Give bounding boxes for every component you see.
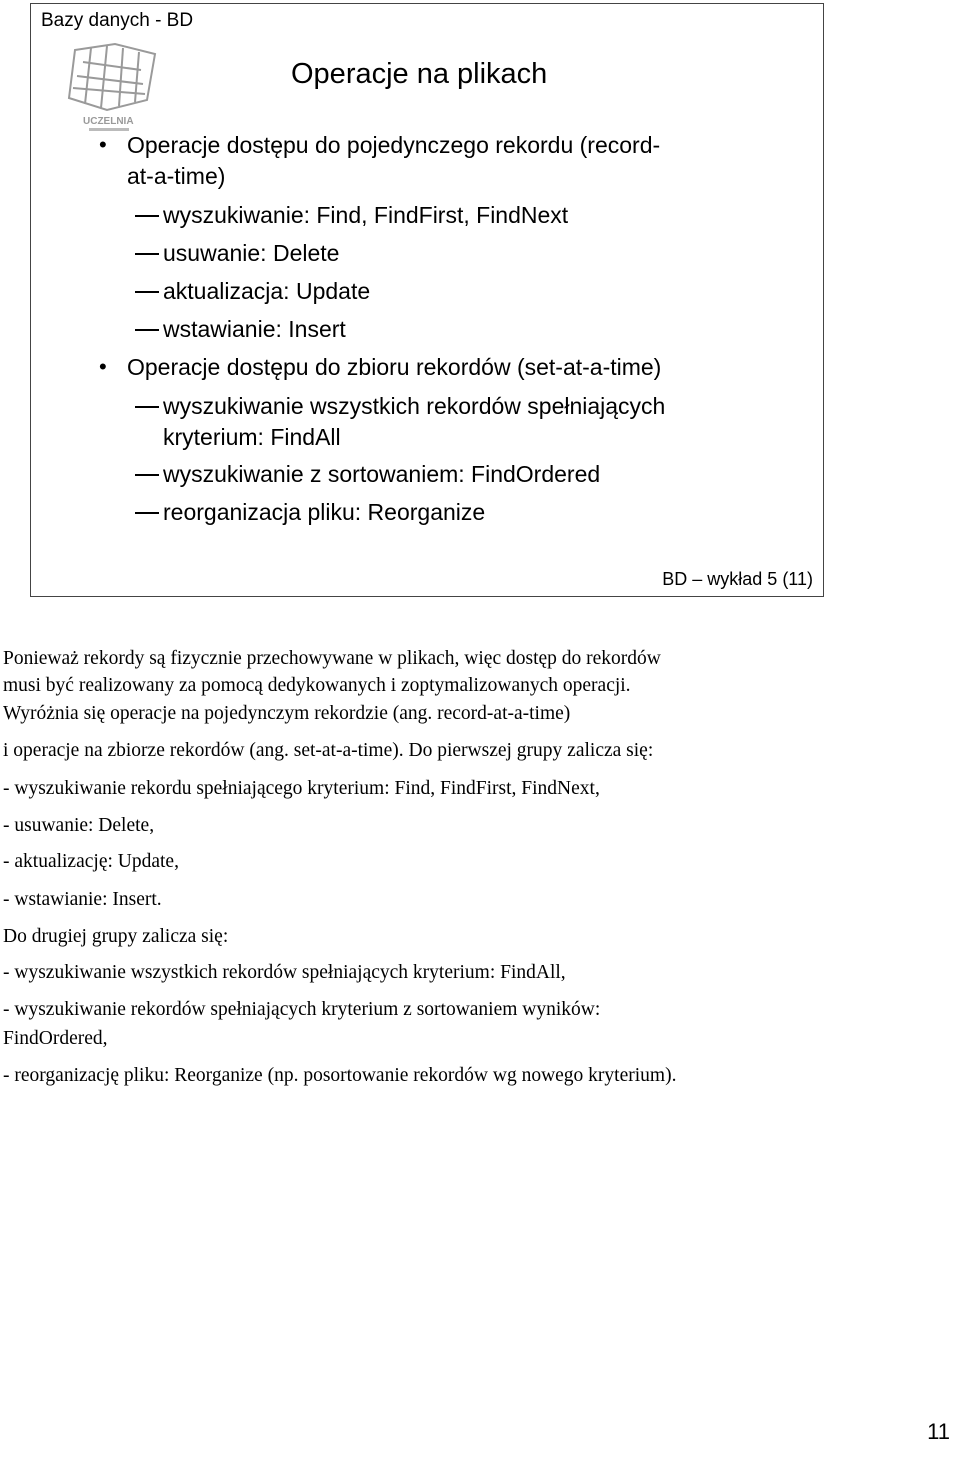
sub-item: wyszukiwanie z sortowaniem: FindOrdered (163, 461, 601, 487)
bullet-item: Operacje dostępu do zbioru rekordów (set-at-a-time) (127, 354, 662, 380)
dash-marker (135, 329, 159, 331)
notes-line: Do drugiej grupy zalicza się: (3, 926, 229, 947)
bullet-item-continued: at-a-time) (127, 163, 226, 189)
sub-item: usuwanie: Delete (163, 240, 340, 266)
page-number: 11 (927, 1419, 950, 1444)
sub-item: wyszukiwanie: Find, FindFirst, FindNext (163, 202, 569, 228)
sub-item: aktualizacja: Update (163, 278, 371, 304)
sub-item: wyszukiwanie wszystkich rekordów spełniających (163, 393, 666, 419)
logo-text: UCZELNIA (83, 116, 134, 127)
sub-item-continued: kryterium: FindAll (163, 424, 341, 450)
university-logo (55, 40, 165, 134)
sub-item: reorganizacja pliku: Reorganize (163, 499, 486, 525)
notes-line: i operacje na zbiorze rekordów (ang. set-at-a-time). Do pierwszej grupy zalicza się: (3, 740, 654, 761)
notes-line: - wyszukiwanie rekordów spełniających kryterium z sortowaniem wyników: (3, 999, 601, 1020)
notes-line: - reorganizację pliku: Reorganize (np. posortowanie rekordów wg nowego kryterium). (3, 1065, 677, 1086)
slide-footer: BD – wykład 5 (11) (662, 569, 813, 589)
bullet-dot: • (99, 132, 107, 157)
dash-marker (135, 474, 159, 476)
sub-item: wstawianie: Insert (163, 316, 346, 342)
dash-marker (135, 253, 159, 255)
bullet-dot: • (99, 354, 107, 379)
notes-line: Wyróżnia się operacje na pojedynczym rekordzie (ang. record-at-a-time) (3, 703, 571, 724)
notes-line: Ponieważ rekordy są fizycznie przechowywane w plikach, więc dostęp do rekordów (3, 648, 661, 669)
slide-frame (30, 3, 824, 597)
notes-line: - aktualizację: Update, (3, 851, 179, 872)
dash-marker (135, 406, 159, 408)
notes-line: - usuwanie: Delete, (3, 815, 155, 836)
dash-marker (135, 512, 159, 514)
notes-line: musi być realizowany za pomocą dedykowanych i zoptymalizowanych operacji. (3, 675, 631, 696)
notes-line: - wyszukiwanie rekordu spełniającego kryterium: Find, FindFirst, FindNext, (3, 778, 600, 799)
notes-line: FindOrdered, (3, 1028, 108, 1049)
notes-line: - wstawianie: Insert. (3, 889, 162, 910)
slide-title: Operacje na plikach (291, 58, 548, 90)
bullet-item: Operacje dostępu do pojedynczego rekordu (record- (127, 132, 661, 158)
dash-marker (135, 291, 159, 293)
dash-marker (135, 215, 159, 217)
notes-line: - wyszukiwanie wszystkich rekordów spełniających kryterium: FindAll, (3, 962, 566, 983)
slide-header: Bazy danych - BD (41, 10, 194, 31)
